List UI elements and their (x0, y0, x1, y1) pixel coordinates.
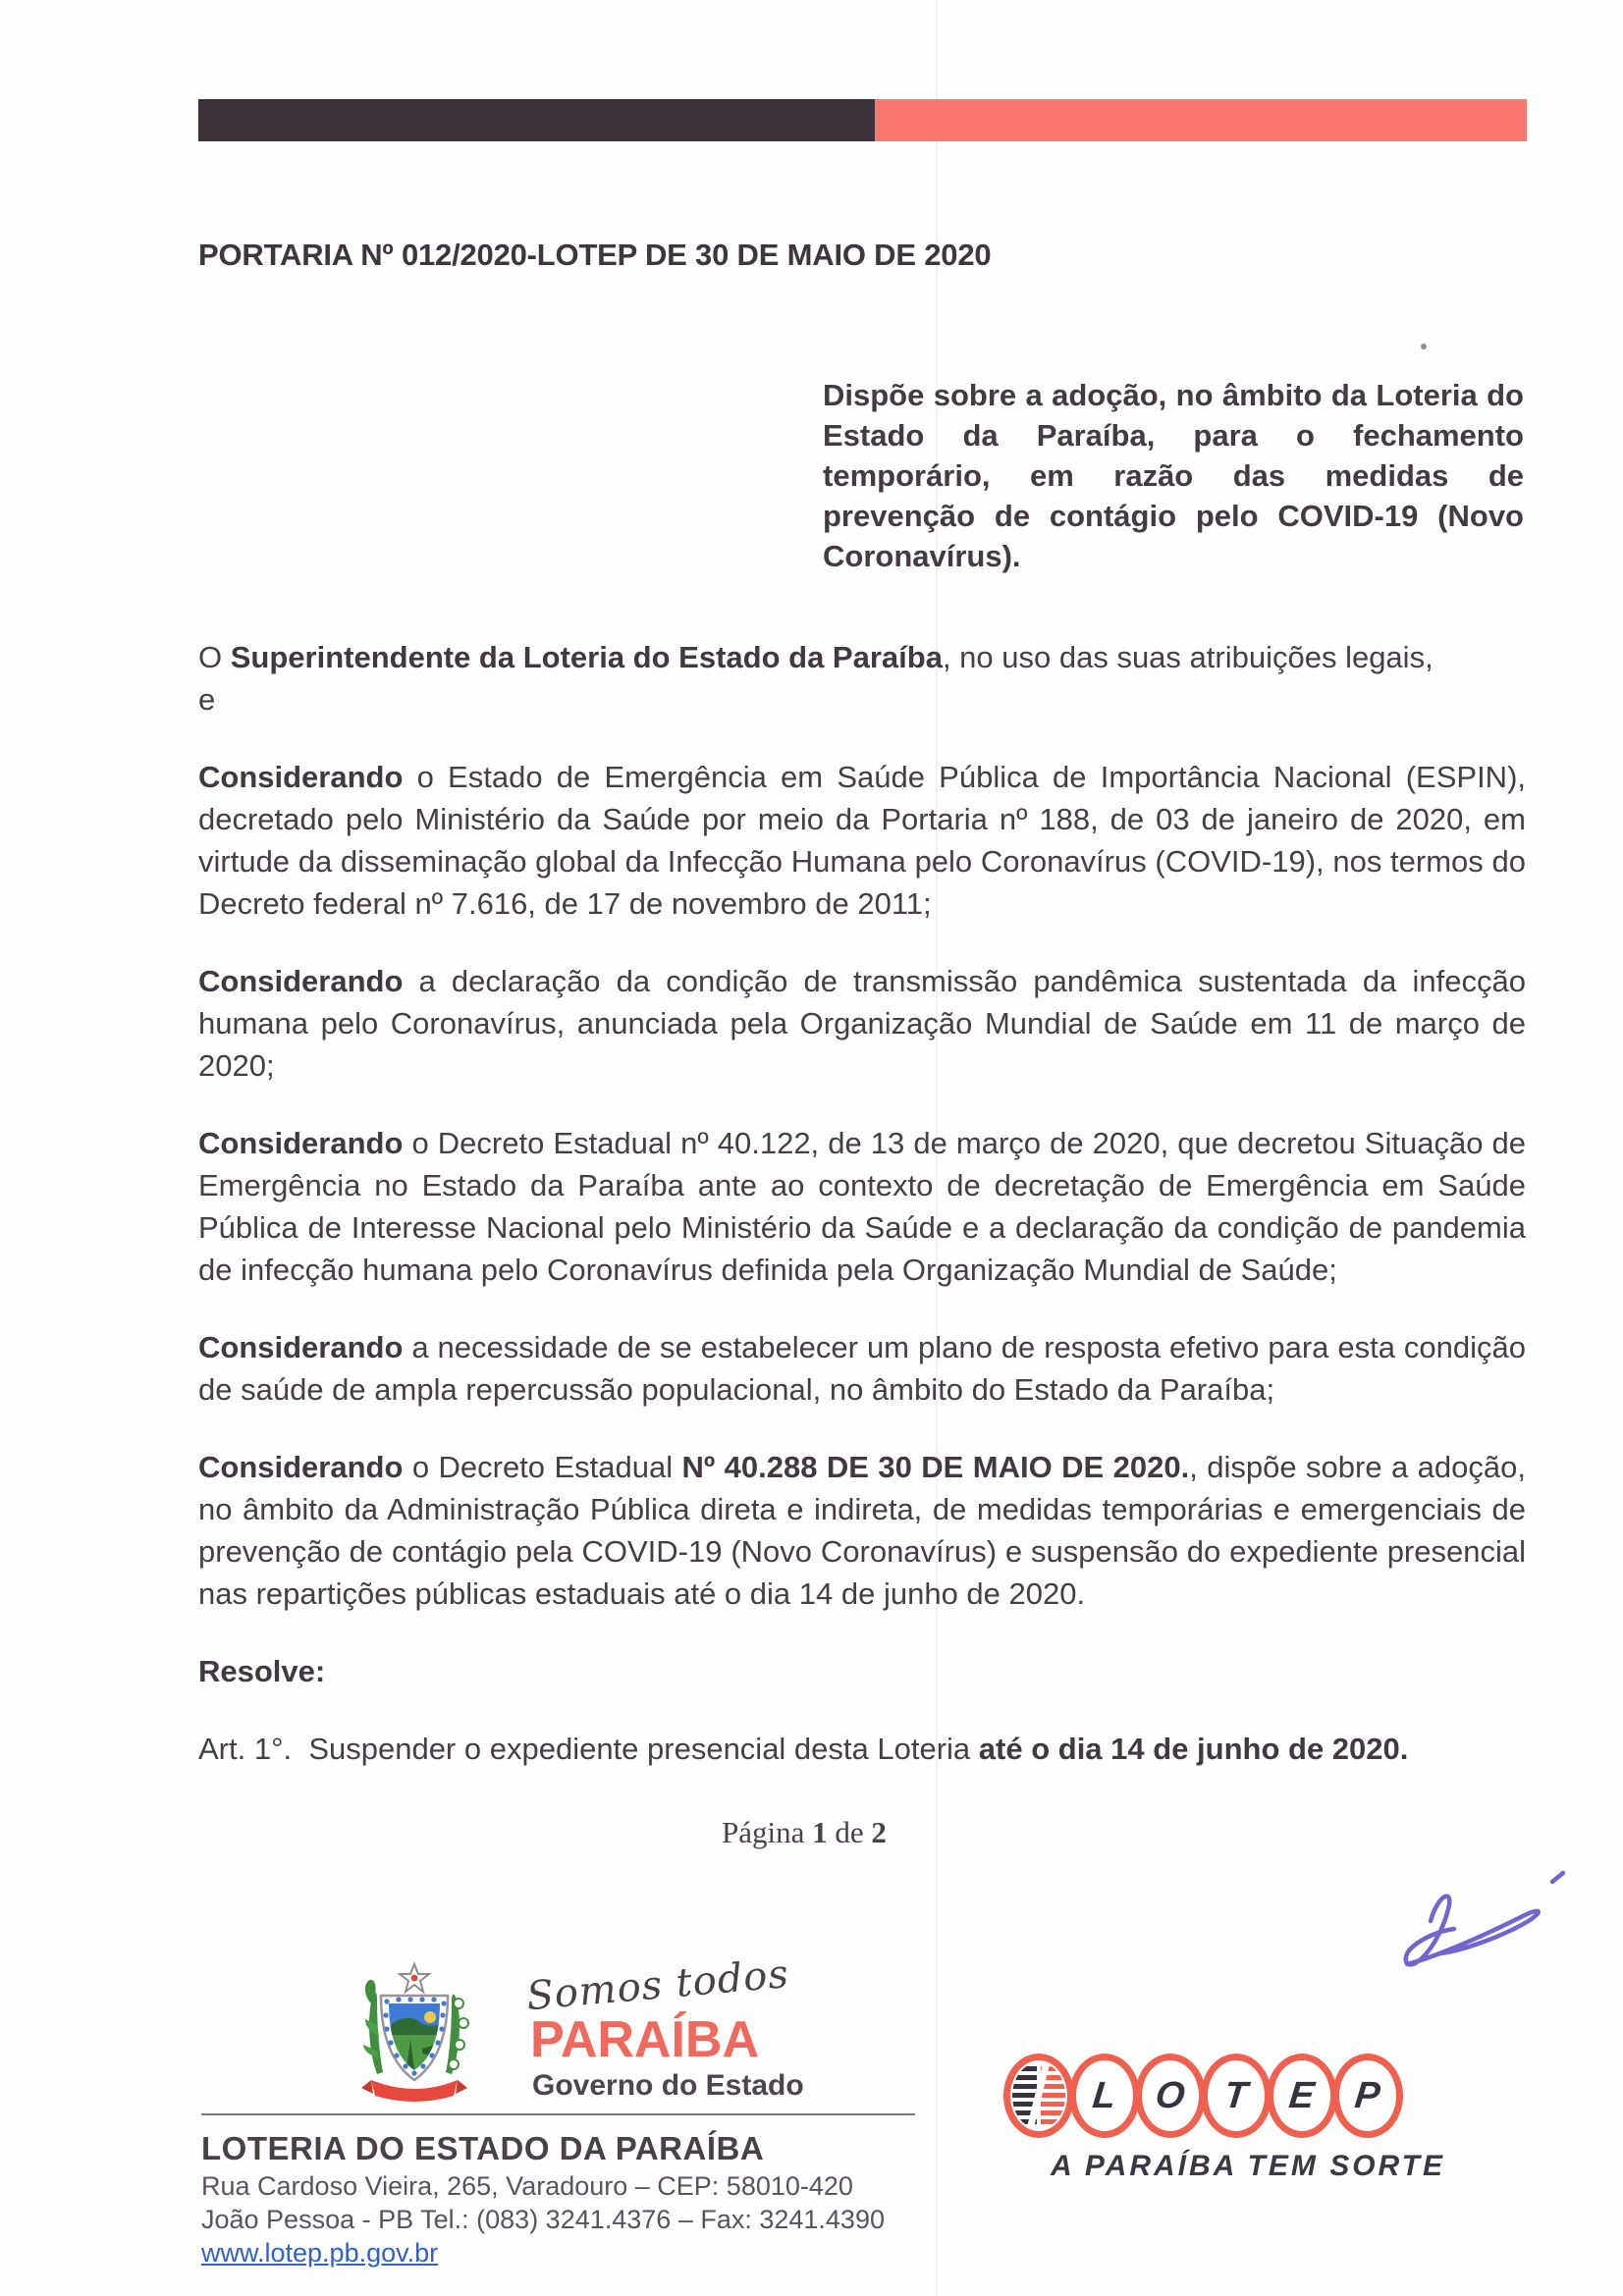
considerando-lead: Considerando (198, 964, 404, 998)
considerando-lead: Considerando (198, 1330, 404, 1364)
address-line-1: Rua Cardoso Vieira, 265, Varadouro – CEP: 58010-420 (201, 2171, 853, 2201)
address-line-2: João Pessoa - PB Tel.: (083) 3241.4376 – Fax: 3241.4390 (201, 2205, 885, 2234)
considerando-paragraph-1 (198, 756, 1526, 925)
lotep-letter-ring: T (1201, 2054, 1271, 2138)
opening-paragraph (198, 636, 1526, 721)
opening-bold: Superintendente da Loteria do Estado da Paraíba (230, 640, 943, 674)
document-body (198, 636, 1526, 1805)
website-link[interactable]: www.lotep.pb.gov.br (201, 2238, 439, 2268)
opening-tail: e (198, 682, 216, 717)
lotep-letter-ring: P (1332, 2054, 1403, 2138)
lotep-globe-icon (1010, 2060, 1067, 2131)
paraiba-coat-of-arms-icon (353, 1958, 475, 2108)
opening-pre: O (198, 640, 231, 674)
resolve-heading: Resolve: (198, 1654, 326, 1688)
letterhead-bar (198, 99, 1527, 141)
letterhead-bar-dark-segment (198, 99, 875, 141)
lotep-logo (1003, 2054, 1403, 2138)
scan-artifact-dot (1421, 344, 1427, 349)
considerando-text: a necessidade de se estabelecer um plano de resposta efetivo para esta condição de saúde de ampla repercussão populacional, no âmbito do Estado da Paraíba; (198, 1330, 1526, 1407)
considerando-decreto-paragraph (198, 1446, 1526, 1615)
considerando-paragraph-2 (198, 960, 1526, 1087)
organization-name: LOTERIA DO ESTADO DA PARAÍBA (201, 2130, 765, 2166)
lotep-globe-ring (1003, 2054, 1074, 2138)
signature-scribble (1370, 1860, 1576, 1988)
lotep-letter-ring: L (1069, 2054, 1140, 2138)
gov-brand-subtitle: Governo do Estado (532, 2069, 804, 2102)
lotep-letter-ring: O (1135, 2054, 1206, 2138)
page-indicator: Página 1 de 2 (722, 1815, 887, 1849)
considerando-paragraph-3 (198, 1122, 1526, 1291)
letterhead-bar-red-segment (875, 99, 1527, 141)
considerando-lead: Considerando (198, 760, 404, 794)
decreto-number-bold: Nº 40.288 DE 30 DE MAIO DE 2020. (681, 1450, 1190, 1484)
article-text: Art. 1°. Suspender o expediente presencial desta Loteria (198, 1732, 979, 1766)
gov-brand-name: PARAÍBA (530, 2011, 760, 2068)
decreto-rest: , dispõe sobre a adoção, no âmbito da Administração Pública direta e indireta, de medidas temporárias e emergenciais de prevenção de contágio pela COVID-19 (Novo Coronavírus) e suspensão do expediente presencial nas repartições públicas estaduais até o dia 14 de junho de 2020. (198, 1450, 1526, 1611)
footer-divider-line (201, 2113, 915, 2115)
gov-slogan-script: Somos todos (524, 1951, 791, 2020)
document-title: PORTARIA Nº 012/2020-LOTEP DE 30 DE MAIO DE 2020 (198, 238, 992, 272)
considerando-lead: Considerando (198, 1126, 404, 1160)
considerando-text: o Decreto Estadual nº 40.122, de 13 de março de 2020, que decretou Situação de Emergência no Estado da Paraíba ante ao contexto de decretação de Emergência em Saúde Pública de Interesse Nacional pelo Ministério da Saúde e a declaração da condição de pandemia de infecção humana pelo Coronavírus definida pela Organização Mundial de Saúde; (198, 1126, 1526, 1287)
article-bold: até o dia 14 de junho de 2020. (978, 1732, 1409, 1766)
lotep-letter-ring: E (1267, 2054, 1337, 2138)
considerando-lead: Considerando (198, 1450, 404, 1484)
subject-clause: Dispõe sobre a adoção, no âmbito da Loteria do Estado da Paraíba, para o fechamento temporário, em razão das medidas de prevenção de contágio pelo COVID-19 (Novo Coronavírus). (823, 378, 1524, 573)
opening-post: , no uso das suas atribuições legais, (942, 640, 1434, 674)
considerando-text: a declaração da condição de transmissão pandêmica sustentada da infecção humana pelo Coronavírus, anunciada pela Organização Mundial de Saúde em 11 de março de 2020; (198, 964, 1526, 1083)
decreto-mid: o Decreto Estadual (403, 1450, 682, 1484)
considerando-text: o Estado de Emergência em Saúde Pública de Importância Nacional (ESPIN), decretado pelo Ministério da Saúde por meio da Portaria nº 188, de 03 de janeiro de 2020, em virtude da disseminação global da Infecção Humana pelo Coronavírus (COVID-19), nos termos do Decreto federal nº 7.616, de 17 de novembro de 2011; (198, 760, 1526, 921)
considerando-paragraph-4 (198, 1326, 1526, 1411)
article-1-paragraph (198, 1728, 1526, 1770)
lotep-tagline: A PARAÍBA TEM SORTE (1051, 2150, 1446, 2182)
